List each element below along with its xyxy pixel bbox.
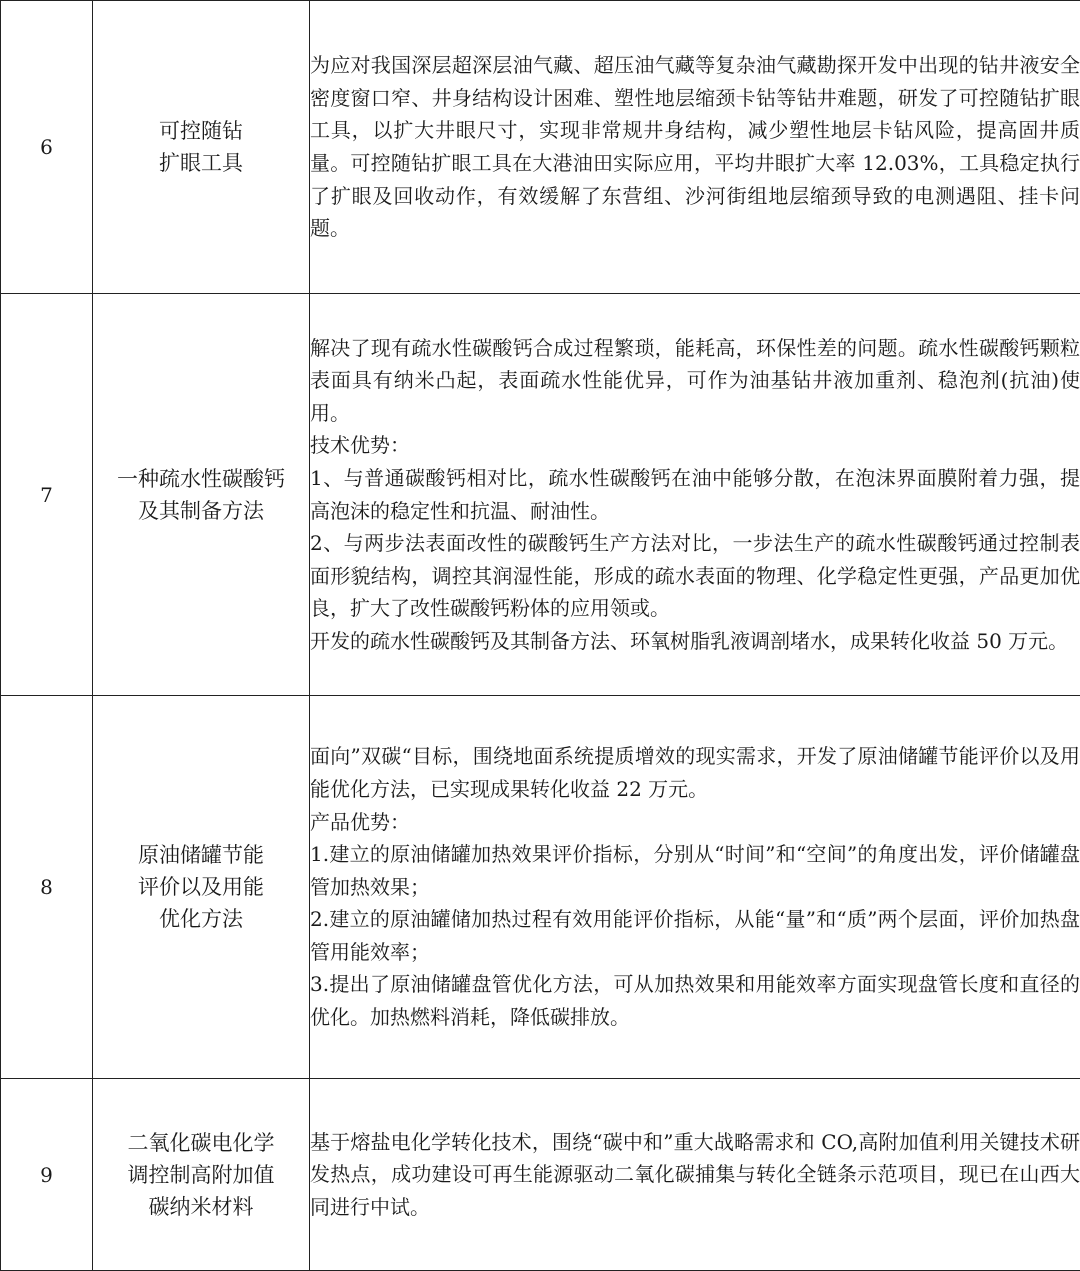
name-line: 可控随钻 [93,115,309,147]
name-line: 碳纳米材料 [93,1191,309,1223]
description-paragraph: 面向”双碳“目标，围绕地面系统提质增效的现实需求，开发了原油储罐节能评价以及用能优化方法，已实现成果转化收益 22 万元。 [310,740,1080,805]
name-line: 原油储罐节能 [93,839,309,871]
description-paragraph: 1、与普通碳酸钙相对比，疏水性碳酸钙在油中能够分散，在泡沫界面膜附着力强，提高泡沫的稳定性和抗温、耐油性。 [310,462,1080,527]
achievement-name [93,294,310,696]
table-row [1,1079,1080,1271]
table-row [1,1,1080,294]
description-paragraph: 2、与两步法表面改性的碳酸钙生产方法对比，一步法生产的疏水性碳酸钙通过控制表面形貌结构，调控其润湿性能，形成的疏水表面的物理、化学稳定性更强，产品更加优良，扩大了改性碳酸钙粉体的应用领或。 [310,527,1080,625]
achievement-description [310,1079,1080,1271]
achievement-name [93,1079,310,1271]
achievement-description [310,294,1080,696]
description-heading: 技术优势： [310,429,1080,462]
description-heading: 产品优势： [310,806,1080,839]
name-line: 及其制备方法 [93,495,309,527]
achievement-description [310,696,1080,1079]
name-line: 评价以及用能 [93,871,309,903]
description-paragraph: 3.提出了原油储罐盘管优化方法，可从加热效果和用能效率方面实现盘管长度和直径的优化。加热燃料消耗，降低碳排放。 [310,968,1080,1033]
description-paragraph: 解决了现有疏水性碳酸钙合成过程繁琐，能耗高，环保性差的问题。疏水性碳酸钙颗粒表面具有纳米凸起，表面疏水性能优异，可作为油基钻井液加重剂、稳泡剂(抗油)使用。 [310,332,1080,430]
description-paragraph: 开发的疏水性碳酸钙及其制备方法、环氧树脂乳液调剖堵水，成果转化收益 50 万元。 [310,625,1080,658]
name-line: 优化方法 [93,903,309,935]
row-number: 7 [1,294,93,696]
row-number: 9 [1,1079,93,1271]
row-number: 6 [1,1,93,294]
description-paragraph: 2.建立的原油罐储加热过程有效用能评价指标，从能“量”和“质”两个层面，评价加热盘管用能效率； [310,903,1080,968]
table-row [1,696,1080,1079]
name-line: 调控制高附加值 [93,1159,309,1191]
achievement-description [310,1,1080,294]
name-line: 二氧化碳电化学 [93,1127,309,1159]
achievement-name [93,696,310,1079]
description-paragraph: 1.建立的原油储罐加热效果评价指标，分别从“时间”和“空间”的角度出发，评价储罐盘管加热效果； [310,838,1080,903]
description-paragraph: 为应对我国深层超深层油气藏、超压油气藏等复杂油气藏勘探开发中出现的钻井液安全密度窗口窄、井身结构设计困难、塑性地层缩颈卡钻等钻井难题，研发了可控随钻扩眼工具，以扩大井眼尺寸，实现非常规井身结构，减少塑性地层卡钻风险，提高固井质量。可控随钻扩眼工具在大港油田实际应用，平均井眼扩大率 12.03%，工具稳定执行了扩眼及回收动作，有效缓解了东营组、沙河街组地层缩颈导致的电测遇阻、挂卡问题。 [310,49,1080,245]
name-line: 一种疏水性碳酸钙 [93,463,309,495]
row-number: 8 [1,696,93,1079]
table-row [1,294,1080,696]
name-line: 扩眼工具 [93,147,309,179]
achievement-name [93,1,310,294]
description-paragraph: 基于熔盐电化学转化技术，围绕“碳中和”重大战略需求和 CO,高附加值利用关键技术研发热点，成功建设可再生能源驱动二氧化碳捕集与转化全链条示范项目，现已在山西大同进行中试。 [310,1126,1080,1224]
